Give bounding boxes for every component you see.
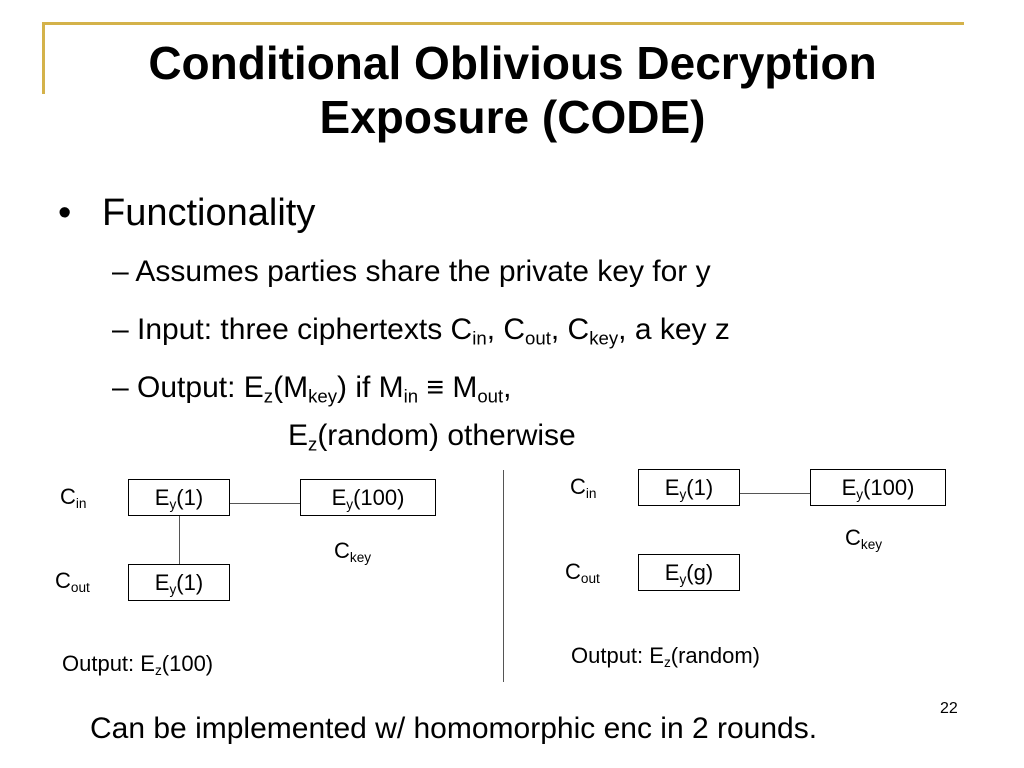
left-ckey-label: $C_{key}$: [334, 538, 372, 566]
right-output: Output: $E_z(random)$: [571, 643, 761, 671]
right-ckey-label: $C_{key}$: [845, 525, 883, 553]
title-frame-top: [42, 22, 964, 25]
output-otherwise: $E_z(random)$ otherwise: [288, 419, 576, 455]
left-connector-in-key: [230, 503, 300, 504]
page-number: 22: [940, 700, 958, 717]
title-line-2: Exposure (CODE): [319, 91, 706, 143]
left-connector-in-out: [179, 516, 180, 564]
left-box-ckey: $E_y(100)$: [300, 479, 436, 516]
left-cout-label: $C_{out}$: [55, 568, 90, 596]
right-cin-label: $C_{in}$: [570, 474, 597, 502]
input-text: Input: three ciphertexts $C_{in}$, $C_{out}$, $C_{key}$, a key z: [137, 313, 730, 349]
diagram-divider: [503, 470, 504, 682]
bullet-functionality: [58, 192, 315, 235]
right-cout-label: $C_{out}$: [565, 559, 600, 587]
slide-title: [45, 36, 980, 144]
sub-bullet-input: [112, 313, 730, 347]
bullet-marker: •: [58, 192, 72, 234]
sub-bullet-output: [112, 371, 512, 405]
left-cin-label: $C_{in}$: [60, 484, 87, 512]
sub-bullet-text: Assumes parties share the private key for y: [135, 255, 711, 288]
left-box-cin: $E_y(1)$: [128, 479, 230, 516]
left-box-cout: $E_y(1)$: [128, 564, 230, 601]
right-box-cin: $E_y(1)$: [638, 469, 740, 506]
right-box-ckey: $E_y(100)$: [810, 469, 946, 506]
dash: –: [112, 371, 129, 404]
left-output: Output: $E_z(100)$: [62, 651, 214, 679]
right-box-cout: $E_y(g)$: [638, 554, 740, 591]
output-text: Output: $E_z(M_{key})$ if $M_{in} \equiv M_{out}$,: [137, 371, 512, 407]
dash: –: [112, 255, 129, 288]
footer-note: Can be implemented w/ homomorphic enc in 2 rounds.: [90, 712, 818, 745]
sub-bullet-assumes: [112, 255, 711, 289]
right-connector-in-key: [740, 493, 810, 494]
title-line-1: Conditional Oblivious Decryption: [148, 37, 877, 89]
dash: –: [112, 313, 129, 346]
bullet-text: Functionality: [102, 192, 316, 234]
